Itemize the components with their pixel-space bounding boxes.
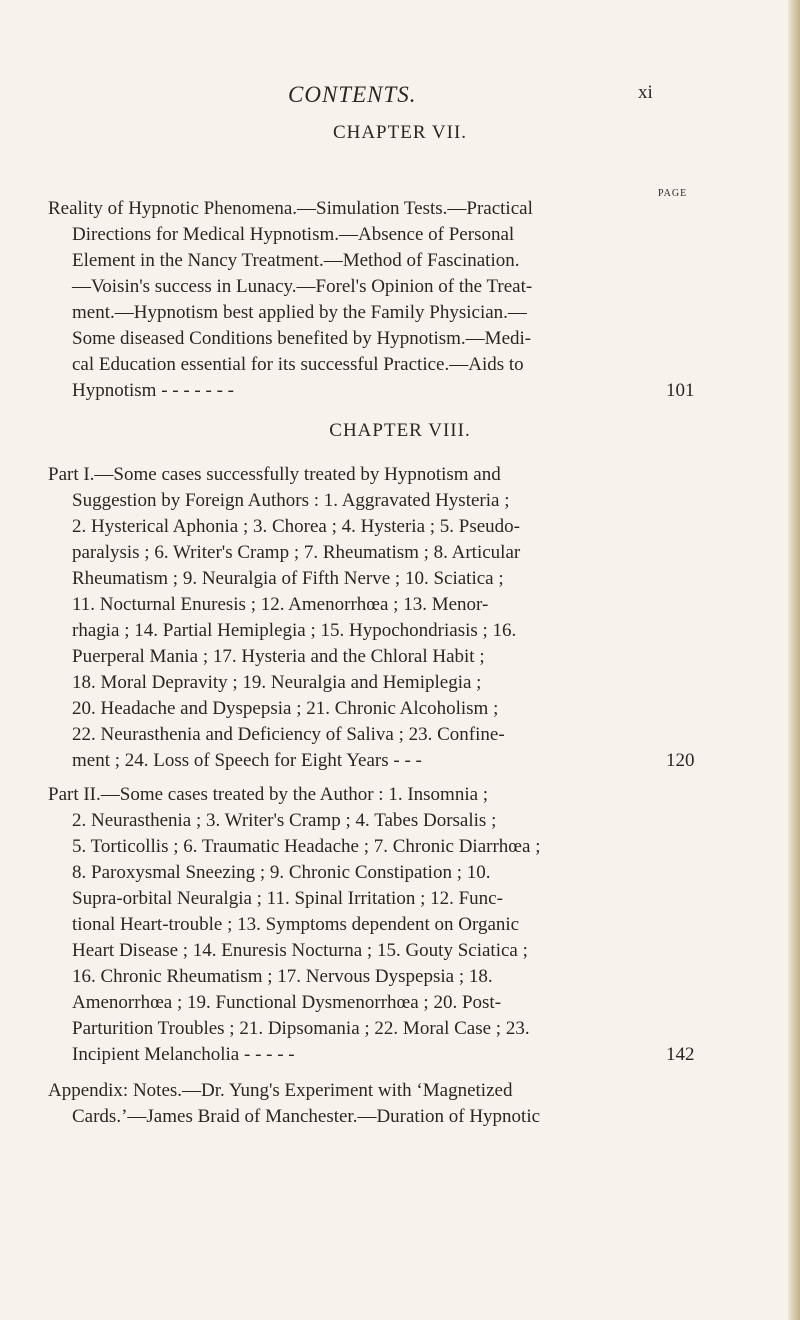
entry-line (48, 748, 695, 774)
entry-line: 5. Torticollis ; 6. Traumatic Headache ; 7. Chronic Diarrhœa ; (72, 836, 541, 857)
appendix-entry (48, 1078, 648, 1130)
entry-text: ment ; 24. Loss of Speech for Eight Years - - - (72, 750, 422, 771)
entry-line: Puerperal Mania ; 17. Hysteria and the Chloral Habit ; (72, 646, 485, 667)
entry-line (48, 378, 695, 404)
page-edge-shadow (788, 0, 800, 1320)
running-header-title: CONTENTS. (288, 82, 417, 107)
entry-line: 16. Chronic Rheumatism ; 17. Nervous Dyspepsia ; 18. (72, 966, 493, 987)
entry-line: Parturition Troubles ; 21. Dipsomania ; 22. Moral Case ; 23. (72, 1018, 530, 1039)
entry-line: 2. Neurasthenia ; 3. Writer's Cramp ; 4. Tabes Dorsalis ; (72, 810, 497, 831)
page-number: 142 (666, 1044, 695, 1065)
entry-line: Suggestion by Foreign Authors : 1. Aggravated Hysteria ; (72, 490, 510, 511)
chapter-7-heading: CHAPTER VII. (332, 122, 468, 143)
entry-text: Incipient Melancholia - - - - - (72, 1044, 295, 1065)
entry-line: Directions for Medical Hypnotism.—Absence of Personal (72, 224, 515, 245)
chapter-8-part-2-entry (48, 782, 695, 1068)
page-column-label: PAGE (658, 188, 688, 199)
entry-line: paralysis ; 6. Writer's Cramp ; 7. Rheumatism ; 8. Articular (72, 542, 521, 563)
chapter-8-heading: CHAPTER VIII. (329, 420, 471, 441)
entry-text: Hypnotism - - - - - - - (72, 380, 234, 401)
entry-line: —Voisin's success in Lunacy.—Forel's Opinion of the Treat- (72, 276, 533, 297)
entry-line: cal Education essential for its successful Practice.—Aids to (72, 354, 524, 375)
entry-line: tional Heart-trouble ; 13. Symptoms dependent on Organic (72, 914, 520, 935)
entry-line: 8. Paroxysmal Sneezing ; 9. Chronic Constipation ; 10. (72, 862, 491, 883)
page-number: 120 (666, 750, 695, 771)
entry-line: Reality of Hypnotic Phenomena.—Simulation Tests.—Practical (48, 198, 533, 219)
entry-line: rhagia ; 14. Partial Hemiplegia ; 15. Hypochondriasis ; 16. (72, 620, 517, 641)
entry-line: 18. Moral Depravity ; 19. Neuralgia and Hemiplegia ; (72, 672, 482, 693)
entry-line: Part I.—Some cases successfully treated by Hypnotism and (48, 464, 501, 485)
chapter-7-entry (48, 196, 695, 404)
entry-line: Element in the Nancy Treatment.—Method of Fascination. (72, 250, 520, 271)
entry-line: 20. Headache and Dyspepsia ; 21. Chronic Alcoholism ; (72, 698, 499, 719)
entry-line: Supra-orbital Neuralgia ; 11. Spinal Irritation ; 12. Func- (72, 888, 503, 909)
chapter-8-part-1-entry (48, 462, 695, 774)
entry-line: 22. Neurasthenia and Deficiency of Saliva ; 23. Confine- (72, 724, 505, 745)
entry-line (48, 1042, 695, 1068)
entry-line: Heart Disease ; 14. Enuresis Nocturna ; 15. Gouty Sciatica ; (72, 940, 528, 961)
page-number: 101 (666, 380, 695, 401)
entry-line: Amenorrhœa ; 19. Functional Dysmenorrhœa ; 20. Post- (72, 992, 502, 1013)
entry-line: ment.—Hypnotism best applied by the Family Physician.— (72, 302, 527, 323)
entry-line: Part II.—Some cases treated by the Author : 1. Insomnia ; (48, 784, 489, 805)
entry-line: 2. Hysterical Aphonia ; 3. Chorea ; 4. Hysteria ; 5. Pseudo- (72, 516, 521, 537)
entry-line: Rheumatism ; 9. Neuralgia of Fifth Nerve ; 10. Sciatica ; (72, 568, 504, 589)
entry-line: Appendix: Notes.—Dr. Yung's Experiment with ‘Magnetized (48, 1080, 513, 1101)
entry-line: 11. Nocturnal Enuresis ; 12. Amenorrhœa ; 13. Menor- (72, 594, 489, 615)
running-header-page-number: xi (638, 82, 653, 103)
entry-line: Some diseased Conditions benefited by Hypnotism.—Medi- (72, 328, 532, 349)
entry-line: Cards.’—James Braid of Manchester.—Duration of Hypnotic (72, 1106, 541, 1127)
